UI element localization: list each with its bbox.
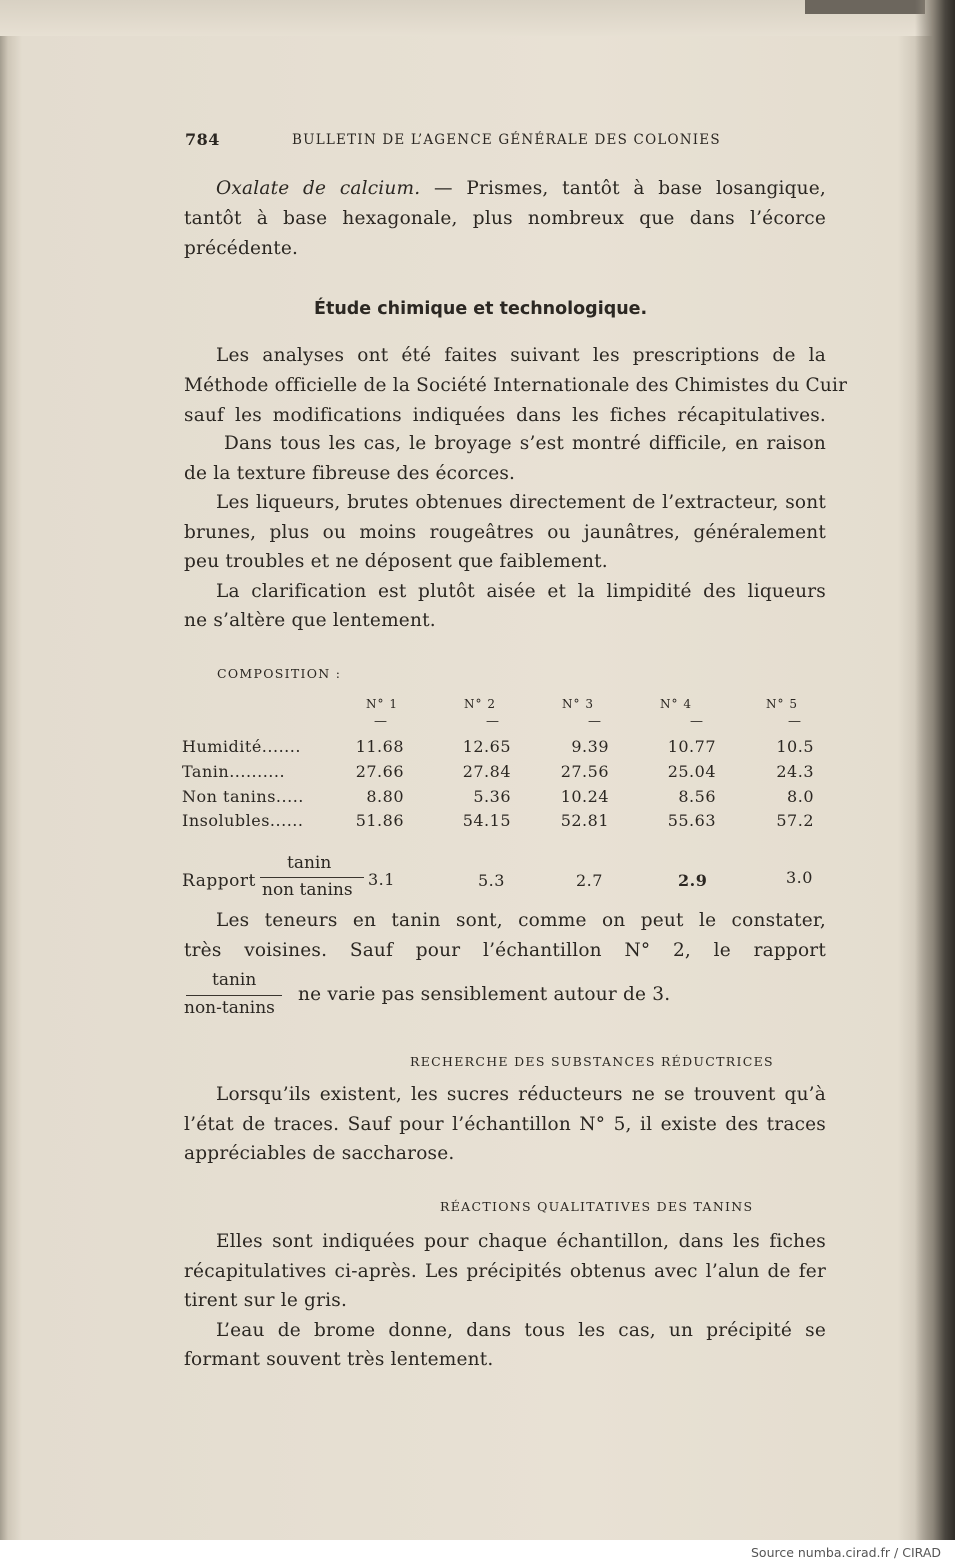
table-cell: 5.36 bbox=[473, 787, 511, 806]
table-cell: 24.3 bbox=[776, 762, 814, 781]
paragraph-line: Méthode officielle de la Société Internationale des Chimistes du Cuir bbox=[184, 375, 848, 396]
source-credit: Source numba.cirad.fr / CIRAD bbox=[750, 1545, 941, 1560]
table-cell: 57.2 bbox=[776, 811, 814, 830]
table-cell: 11.68 bbox=[355, 737, 404, 756]
table-cell: 9.39 bbox=[571, 737, 609, 756]
ratio-numerator: tanin bbox=[287, 853, 332, 873]
composition-label: COMPOSITION : bbox=[217, 666, 342, 681]
paragraph-line: La clarification est plutôt aisée et la limpidité des liqueurs bbox=[216, 581, 826, 602]
column-dash: — bbox=[788, 714, 801, 729]
reactions-line: récapitulatives ci-après. Les précipités obtenus avec l’alun de fer bbox=[184, 1261, 826, 1282]
fraction-bar bbox=[186, 995, 282, 996]
table-cell: 8.0 bbox=[787, 787, 814, 806]
paragraph-line: brunes, plus ou moins rougeâtres ou jaunâtres, généralement bbox=[184, 522, 826, 543]
paragraph-line: Dans tous les cas, le broyage s’est montré difficile, en raison bbox=[224, 433, 826, 454]
row-label: Insolubles...... bbox=[182, 811, 304, 830]
reductrices-line: l’état de traces. Sauf pour l’échantillon N° 5, il existe des traces bbox=[184, 1114, 826, 1135]
subsection-title-reductrices: RECHERCHE DES SUBSTANCES RÉDUCTRICES bbox=[410, 1054, 774, 1069]
table-cell: 25.04 bbox=[667, 762, 716, 781]
ratio-denominator: non tanins bbox=[262, 880, 353, 900]
fraction-denominator: non-tanins bbox=[184, 998, 275, 1018]
ratio-value: 2.9 bbox=[678, 871, 708, 890]
table-cell: 55.63 bbox=[667, 811, 716, 830]
row-label: Non tanins..... bbox=[182, 787, 304, 806]
paragraph-line: de la texture fibreuse des écorces. bbox=[184, 463, 516, 484]
binding-top-band bbox=[805, 0, 925, 14]
after-table-line-3: ne varie pas sensiblement autour de 3. bbox=[298, 984, 671, 1005]
reactions-line: formant souvent très lentement. bbox=[184, 1349, 494, 1370]
column-header: N° 2 bbox=[464, 697, 496, 711]
table-cell: 27.84 bbox=[462, 762, 511, 781]
fraction-numerator: tanin bbox=[212, 970, 257, 990]
paragraph-line: sauf les modifications indiquées dans les fiches récapitulatives. bbox=[184, 405, 826, 426]
table-cell: 10.5 bbox=[776, 737, 814, 756]
reactions-line: Elles sont indiquées pour chaque échantillon, dans les fiches bbox=[216, 1231, 826, 1252]
ratio-fraction-bar bbox=[260, 877, 364, 878]
table-cell: 52.81 bbox=[560, 811, 609, 830]
reductrices-line: Lorsqu’ils existent, les sucres réducteurs ne se trouvent qu’à bbox=[216, 1084, 826, 1105]
table-cell: 27.56 bbox=[560, 762, 609, 781]
table-cell: 8.80 bbox=[366, 787, 404, 806]
running-header: BULLETIN DE L’AGENCE GÉNÉRALE DES COLONIES bbox=[292, 132, 721, 148]
page-number: 784 bbox=[185, 130, 220, 149]
intro-line-2: tantôt à base hexagonale, plus nombreux que dans l’écorce bbox=[184, 208, 826, 229]
table-cell: 10.24 bbox=[560, 787, 609, 806]
column-header: N° 5 bbox=[766, 697, 798, 711]
paragraph-line: Les liqueurs, brutes obtenues directement de l’extracteur, sont bbox=[216, 492, 826, 513]
column-dash: — bbox=[374, 714, 387, 729]
intro-line-1 bbox=[216, 178, 826, 199]
ratio-value: 2.7 bbox=[576, 871, 603, 890]
ratio-value: 3.1 bbox=[368, 870, 395, 889]
table-cell: 27.66 bbox=[355, 762, 404, 781]
intro-line-1-rest: — Prismes, tantôt à base losangique, bbox=[420, 178, 826, 199]
intro-line-3: précédente. bbox=[184, 238, 299, 259]
book-binding bbox=[915, 0, 955, 1540]
reductrices-line: appréciables de saccharose. bbox=[184, 1143, 455, 1164]
column-header: N° 3 bbox=[562, 697, 594, 711]
table-cell: 8.56 bbox=[678, 787, 716, 806]
ratio-label: Rapport bbox=[182, 871, 256, 891]
column-dash: — bbox=[588, 714, 601, 729]
table-cell: 12.65 bbox=[462, 737, 511, 756]
reactions-line: L’eau de brome donne, dans tous les cas, un précipité se bbox=[216, 1320, 826, 1341]
table-cell: 10.77 bbox=[667, 737, 716, 756]
column-dash: — bbox=[486, 714, 499, 729]
column-dash: — bbox=[690, 714, 703, 729]
paragraph-line: Les analyses ont été faites suivant les prescriptions de la bbox=[216, 345, 826, 366]
column-header: N° 1 bbox=[366, 697, 398, 711]
row-label: Humidité....... bbox=[182, 737, 301, 756]
intro-term: Oxalate de calcium. bbox=[216, 178, 421, 199]
reactions-line: tirent sur le gris. bbox=[184, 1290, 348, 1311]
ratio-value: 3.0 bbox=[786, 868, 813, 887]
table-cell: 51.86 bbox=[355, 811, 404, 830]
subsection-title-reactions: RÉACTIONS QUALITATIVES DES TANINS bbox=[440, 1199, 754, 1214]
ratio-value: 5.3 bbox=[478, 871, 505, 890]
column-header: N° 4 bbox=[660, 697, 692, 711]
section-heading: Étude chimique et technologique. bbox=[314, 299, 648, 319]
after-table-line-1: Les teneurs en tanin sont, comme on peut le constater, bbox=[216, 910, 826, 931]
table-cell: 54.15 bbox=[462, 811, 511, 830]
row-label: Tanin.......... bbox=[182, 762, 286, 781]
after-table-line-2: très voisines. Sauf pour l’échantillon N° 2, le rapport bbox=[184, 940, 826, 961]
paragraph-line: peu troubles et ne déposent que faiblement. bbox=[184, 551, 608, 572]
paragraph-line: ne s’altère que lentement. bbox=[184, 610, 436, 631]
